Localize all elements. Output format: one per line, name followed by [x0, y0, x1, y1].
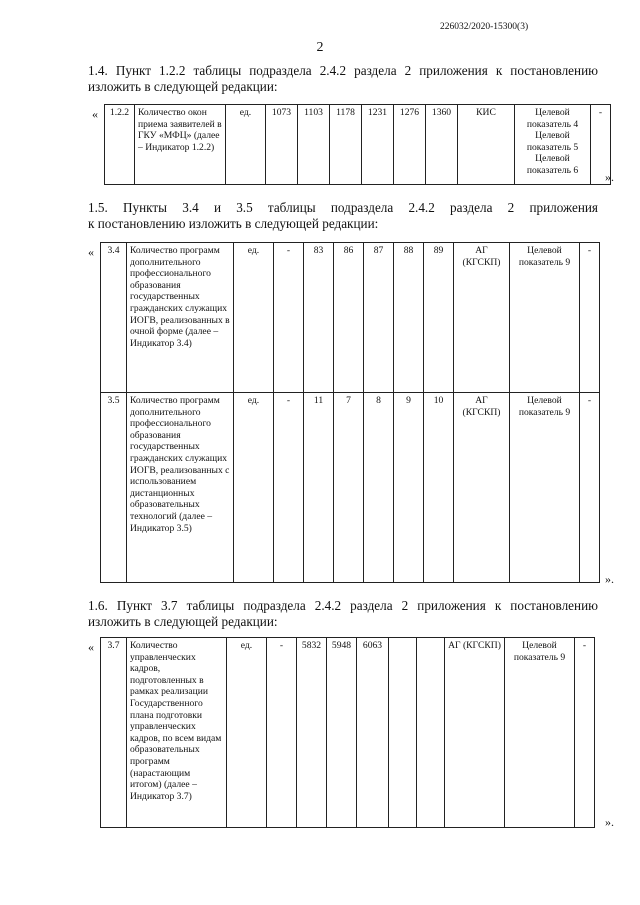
- value-cell: 89: [424, 243, 454, 393]
- value-cell: 10: [424, 393, 454, 583]
- target: Целевой показатель 9: [510, 393, 580, 583]
- value-cell: 87: [364, 243, 394, 393]
- indicator-name: Количество программ дополнительного профессионального образования государственных гражданских служащих ИОГВ, реализованных с использованием дистанционных образовательных технологий (далее – Индикатор 3.5): [127, 393, 234, 583]
- quote-open: «: [88, 640, 94, 654]
- value-cell: -: [267, 638, 297, 828]
- paragraph-line: изложить в следующей редакции:: [88, 79, 278, 94]
- quote-open: «: [88, 245, 94, 259]
- value-cell: [417, 638, 445, 828]
- value-cell: 6063: [357, 638, 389, 828]
- paragraph-line: изложить в следующей редакции:: [88, 614, 278, 629]
- page-number: 2: [316, 40, 324, 55]
- quote-open: «: [92, 107, 98, 121]
- value-cell: 88: [394, 243, 424, 393]
- value-cell: 86: [334, 243, 364, 393]
- table-1-4: [104, 104, 611, 185]
- table-1-5: [100, 242, 600, 583]
- row-number: 3.7: [101, 638, 127, 828]
- target: Целевой показатель 9: [505, 638, 575, 828]
- unit: ед.: [227, 638, 267, 828]
- source: КИС: [458, 105, 515, 185]
- last-cell: -: [591, 105, 611, 185]
- last-cell: -: [580, 243, 600, 393]
- row-number: 3.4: [101, 243, 127, 393]
- indicator-name: Количество управленческих кадров, подготовленных в рамках реализации Государственного плана подготовки управленческих кадров, по всем видам образовательных программ (нарастающим итогом) (далее – Индикатор 3.7): [127, 638, 227, 828]
- unit: ед.: [234, 393, 274, 583]
- paragraph-line: 1.4. Пункт 1.2.2 таблицы подраздела 2.4.2 раздела 2 приложения к постановлению: [88, 63, 598, 78]
- section-1-5-text: [88, 200, 598, 232]
- indicator-name: Количество программ дополнительного профессионального образования государственных гражданских служащих ИОГВ, реализованных в очной форме (далее – Индикатор 3.4): [127, 243, 234, 393]
- paragraph-line: 1.6. Пункт 3.7 таблицы подраздела 2.4.2 раздела 2 приложения к постановлению: [88, 598, 598, 613]
- section-1-4-text: [88, 63, 598, 95]
- table-1-6: [100, 637, 595, 828]
- quote-close: ».: [605, 170, 614, 184]
- table-row: [101, 638, 595, 828]
- source: АГ (КГСКП): [445, 638, 505, 828]
- value-cell: -: [274, 393, 304, 583]
- value-cell: [389, 638, 417, 828]
- value-cell: 1178: [330, 105, 362, 185]
- source: АГ (КГСКП): [454, 243, 510, 393]
- unit: ед.: [226, 105, 266, 185]
- value-cell: -: [274, 243, 304, 393]
- value-cell: 1231: [362, 105, 394, 185]
- paragraph-line: 1.5. Пункты 3.4 и 3.5 таблицы подраздела 2.4.2 раздела 2 приложения: [88, 200, 598, 215]
- value-cell: 11: [304, 393, 334, 583]
- row-number: 1.2.2: [105, 105, 135, 185]
- paragraph-line: к постановлению изложить в следующей редакции:: [88, 216, 379, 231]
- table-row: [101, 393, 600, 583]
- value-cell: 1360: [426, 105, 458, 185]
- unit: ед.: [234, 243, 274, 393]
- document-number: 226032/2020-15300(3): [440, 22, 529, 32]
- last-cell: -: [580, 393, 600, 583]
- value-cell: 1276: [394, 105, 426, 185]
- value-cell: 8: [364, 393, 394, 583]
- target: Целевой показатель 4 Целевой показатель 5 Целевой показатель 6: [515, 105, 591, 185]
- target: Целевой показатель 9: [510, 243, 580, 393]
- source: АГ (КГСКП): [454, 393, 510, 583]
- row-number: 3.5: [101, 393, 127, 583]
- value-cell: 1073: [266, 105, 298, 185]
- table-row: [101, 243, 600, 393]
- quote-close: ».: [605, 572, 614, 586]
- value-cell: 83: [304, 243, 334, 393]
- value-cell: 5832: [297, 638, 327, 828]
- last-cell: -: [575, 638, 595, 828]
- section-1-6-text: [88, 598, 598, 630]
- value-cell: 5948: [327, 638, 357, 828]
- quote-close: ».: [605, 815, 614, 829]
- value-cell: 7: [334, 393, 364, 583]
- value-cell: 9: [394, 393, 424, 583]
- indicator-name: Количество окон приема заявителей в ГКУ «МФЦ» (далее – Индикатор 1.2.2): [135, 105, 226, 185]
- value-cell: 1103: [298, 105, 330, 185]
- table-row: [105, 105, 611, 185]
